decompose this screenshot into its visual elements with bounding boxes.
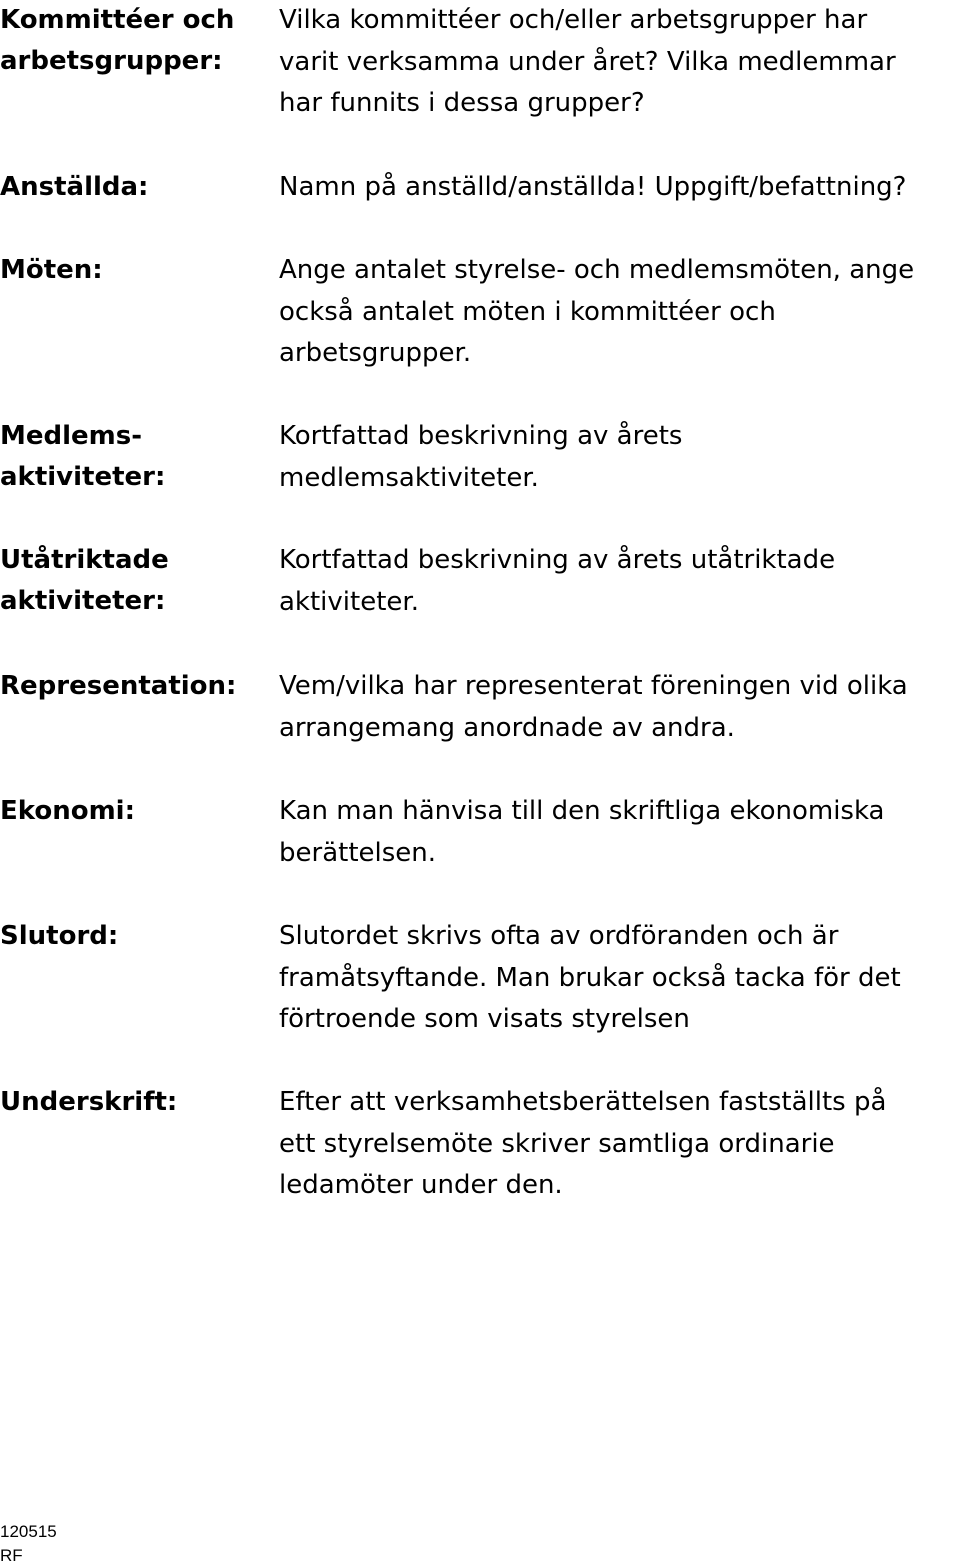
label-ekonomi: Ekonomi: bbox=[0, 796, 135, 826]
text-slutord: Slutordet skrivs ofta av ordföranden och är framåtsyftande. Man brukar också tacka för det förtroende som visats styrelsen bbox=[279, 921, 901, 1034]
text-underskrift: Efter att verksamhetsberättelsen fastställts på ett styrelsemöte skriver samtliga ordinarie ledamöter under den. bbox=[279, 1087, 887, 1200]
label-kommitteer: Kommittéer och arbetsgrupper: bbox=[0, 5, 235, 76]
text-ekonomi: Kan man hänvisa till den skriftliga ekonomiska berättelsen. bbox=[279, 796, 885, 868]
footer-initials: RF bbox=[0, 1546, 23, 1565]
text-moten: Ange antalet styrelse- och medlemsmöten, ange också antalet möten i kommittéer och arbetsgrupper. bbox=[279, 255, 915, 368]
label-anstallda: Anställda: bbox=[0, 172, 149, 202]
text-medlemsaktiviteter: Kortfattad beskrivning av årets medlemsaktiviteter. bbox=[279, 421, 683, 493]
label-medlemsaktiviteter: Medlems- aktiviteter: bbox=[0, 421, 166, 492]
label-underskrift: Underskrift: bbox=[0, 1087, 178, 1117]
label-representation: Representation: bbox=[0, 671, 237, 701]
label-moten: Möten: bbox=[0, 255, 103, 285]
label-utatriktade: Utåtriktade aktiviteter: bbox=[0, 545, 169, 616]
footer-code: 120515 bbox=[0, 1522, 57, 1541]
text-utatriktade: Kortfattad beskrivning av årets utåtriktade aktiviteter. bbox=[279, 545, 836, 617]
text-anstallda: Namn på anställd/anställda! Uppgift/befattning? bbox=[279, 172, 907, 202]
text-kommitteer: Vilka kommittéer och/eller arbetsgrupper har varit verksamma under året? Vilka medlemmar har funnits i dessa grupper? bbox=[279, 5, 896, 118]
label-slutord: Slutord: bbox=[0, 921, 119, 951]
text-representation: Vem/vilka har representerat föreningen vid olika arrangemang anordnade av andra. bbox=[279, 671, 908, 743]
